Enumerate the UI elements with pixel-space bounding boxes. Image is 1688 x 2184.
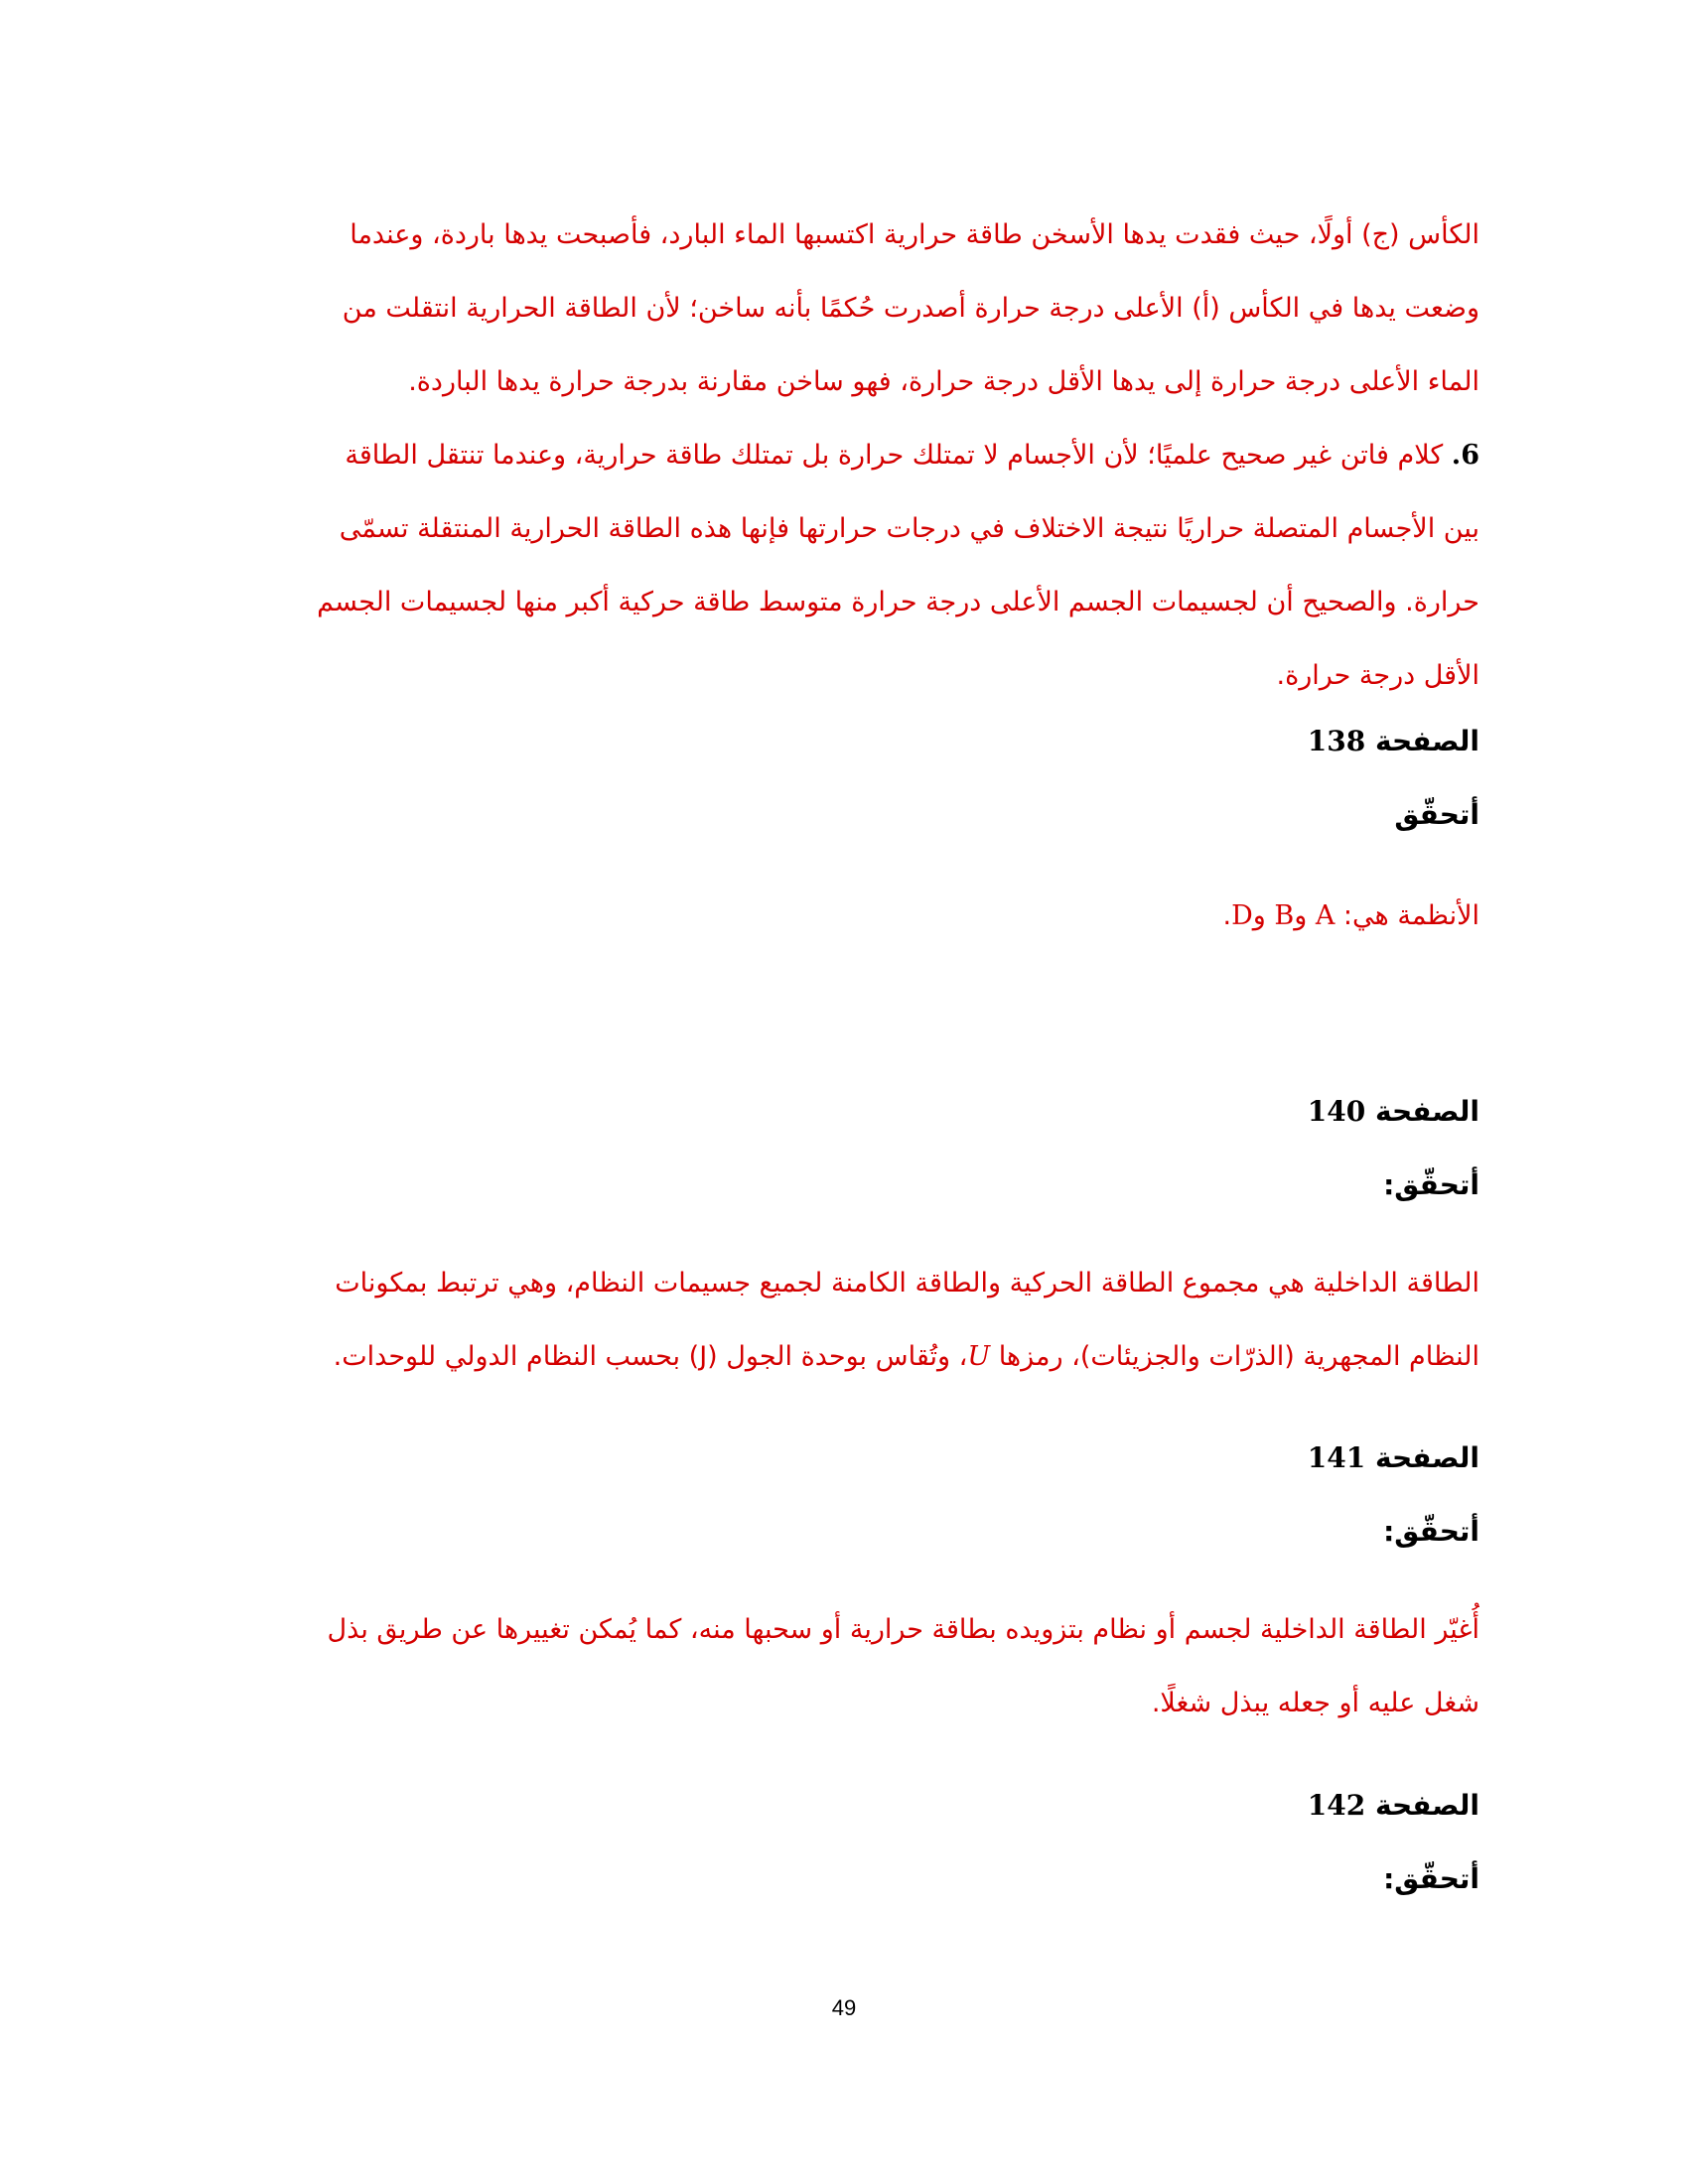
check-heading-140: أتحقّق: bbox=[1383, 1168, 1479, 1201]
page-reference-heading-138 bbox=[220, 717, 1479, 766]
page-label: الصفحة bbox=[1374, 725, 1479, 757]
text-line bbox=[220, 1320, 1479, 1394]
text-line: الطاقة الداخلية هي مجموع الطاقة الحركية والطاقة الكامنة لجميع جسيمات النظام، وهي ترتبط بمكونات bbox=[335, 1268, 1479, 1298]
text-line: حرارة. والصحيح أن لجسيمات الجسم الأعلى درجة حرارة متوسط طاقة حركية أكبر منها لجسيمات الجسم bbox=[317, 587, 1479, 617]
answer-138 bbox=[220, 891, 1479, 941]
text-line: بين الأجسام المتصلة حراريًا نتيجة الاختلاف في درجات حرارتها فإنها هذه الطاقة الحرارية المنتقلة تسمّى bbox=[339, 513, 1479, 544]
text-line: الماء الأعلى درجة حرارة إلى يدها الأقل درجة حرارة، فهو ساخن مقارنة بدرجة حرارة يدها الباردة. bbox=[408, 366, 1479, 397]
answer-6-paragraph bbox=[220, 419, 1479, 713]
line-end: ، وتُقاس بوحدة الجول (J) بحسب النظام الدولي للوحدات. bbox=[333, 1341, 968, 1372]
check-heading-138: أتحقّق bbox=[1394, 798, 1479, 831]
page-reference-heading-140 bbox=[220, 1087, 1479, 1137]
answer-prefix: الأنظمة هي: bbox=[1335, 900, 1479, 931]
symbol-u: U bbox=[967, 1341, 991, 1372]
check-heading-142: أتحقّق: bbox=[1383, 1862, 1479, 1895]
text-line: أُغيّر الطاقة الداخلية لجسم أو نظام بتزويده بطاقة حرارية أو سحبها منه، كما يُمكن تغييرها عن طريق بذل bbox=[327, 1614, 1479, 1645]
text-line: وضعت يدها في الكأس (أ) الأعلى درجة حرارة أصدرت حُكمًا بأنه ساخن؛ لأن الطاقة الحرارية انتقلت من bbox=[342, 293, 1479, 324]
answer-6-line-1: كلام فاتن غير صحيح علميًا؛ لأن الأجسام لا تمتلك حرارة بل تمتلك طاقة حرارية، وعندما تنتقل الطاقة bbox=[345, 440, 1444, 471]
system-b: B bbox=[1274, 900, 1295, 931]
page-number-footer: 49 bbox=[831, 1995, 857, 2020]
page-number: 141 bbox=[1307, 1441, 1366, 1474]
check-heading-141: أتحقّق: bbox=[1383, 1515, 1479, 1548]
text-line bbox=[220, 419, 1479, 492]
answer-paragraph-continuation bbox=[220, 199, 1479, 419]
text-line: الكأس (ج) أولًا، حيث فقدت يدها الأسخن طاقة حرارية اكتسبها الماء البارد، فأصبحت يدها باردة، وعندما bbox=[350, 219, 1479, 250]
answer-end: . bbox=[1222, 900, 1232, 931]
page-label: الصفحة bbox=[1374, 1095, 1479, 1128]
text-line: شغل عليه أو جعله يبذل شغلًا. bbox=[1151, 1688, 1479, 1718]
text-line: الأقل درجة حرارة. bbox=[1276, 660, 1479, 691]
page-reference-heading-142 bbox=[220, 1781, 1479, 1831]
page-label: الصفحة bbox=[1374, 1789, 1479, 1822]
answer-141-paragraph bbox=[220, 1593, 1479, 1740]
and-word: و bbox=[1252, 900, 1275, 931]
system-d: D bbox=[1231, 900, 1253, 931]
system-a: A bbox=[1315, 900, 1336, 931]
line-start: النظام المجهرية (الذرّات والجزيئات)، رمزها bbox=[990, 1341, 1479, 1372]
and-word: و bbox=[1294, 900, 1316, 931]
page-reference-heading-141 bbox=[220, 1433, 1479, 1483]
answer-140-paragraph bbox=[220, 1247, 1479, 1394]
page-number: 138 bbox=[1307, 725, 1366, 757]
page-number: 142 bbox=[1307, 1789, 1366, 1822]
page-label: الصفحة bbox=[1374, 1441, 1479, 1474]
answer-number: 6. bbox=[1451, 440, 1479, 471]
page-number: 140 bbox=[1307, 1095, 1366, 1128]
